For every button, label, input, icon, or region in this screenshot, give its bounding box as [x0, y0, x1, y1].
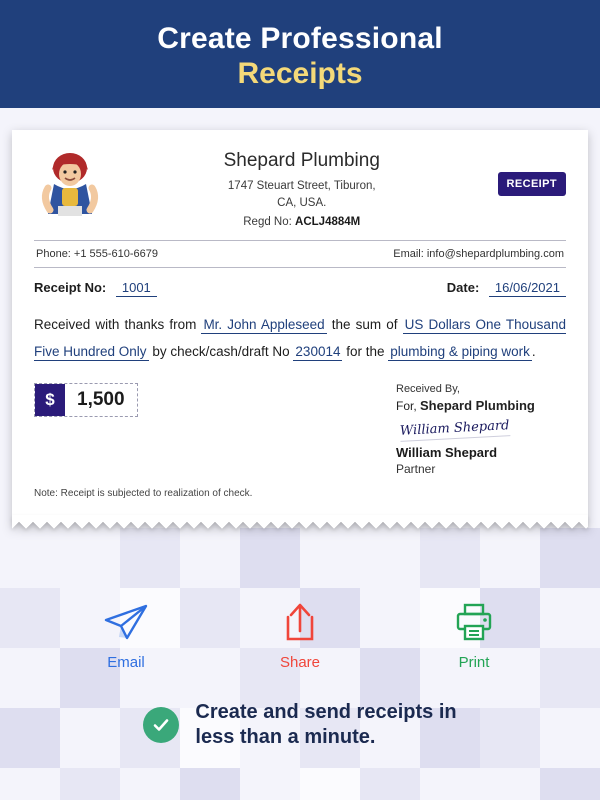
receipt-no [34, 280, 157, 297]
received-by-label: Received By, [396, 383, 460, 396]
date-label: Date: [446, 280, 480, 296]
body-text-1: Received with thanks from [34, 317, 197, 333]
check-number[interactable]: 230014 [295, 344, 341, 360]
action-bar [0, 598, 600, 671]
torn-edge [12, 515, 588, 529]
business-address-line1: 1747 Steuart Street, Tiburon, [227, 180, 376, 192]
company-logo-icon [34, 148, 106, 220]
check-circle-icon [143, 707, 179, 743]
regd-no-value: ACLJ4884M [295, 216, 361, 229]
currency-symbol: $ [35, 384, 65, 416]
signer-name: William Shepard [396, 445, 498, 461]
regd-no-label: Regd No: [243, 216, 292, 229]
receipt-no-label: Receipt No: [34, 280, 107, 296]
for-business-name: Shepard Plumbing [420, 398, 535, 414]
body-text-3: by check/cash/draft No [152, 344, 290, 360]
receipt-note: Note: Receipt is subjected to realization of check. [34, 488, 253, 500]
receipt-header [34, 148, 566, 228]
receipt-card [12, 130, 588, 529]
receipt-meta-row [34, 280, 566, 297]
regd-no [116, 216, 488, 228]
tagline-block [0, 700, 600, 750]
phone-text: Phone: +1 555-610-6679 [36, 248, 159, 261]
amount-in-words[interactable]: US Dollars One Thousand Five Hundred Only [34, 317, 566, 360]
print-action-label: Print [458, 654, 490, 671]
signature-image[interactable]: William Shepard [400, 418, 510, 442]
share-icon [252, 598, 348, 646]
signer-role: Partner [396, 462, 436, 477]
tagline-line2: less than a minute. [195, 726, 376, 748]
for-label: For, [396, 399, 417, 414]
promo-header [0, 0, 600, 108]
promo-header-line2: Receipts [237, 57, 363, 91]
receipt-no-value[interactable]: 1001 [116, 280, 157, 297]
amount-value: 1,500 [77, 389, 125, 411]
email-text: Email: info@shepardplumbing.com [393, 248, 564, 261]
email-action-label: Email [107, 654, 145, 671]
receipt-date [447, 280, 566, 297]
receipt-badge: RECEIPT [498, 172, 566, 196]
payer-name[interactable]: Mr. John Appleseed [203, 317, 325, 333]
body-text-4: for the [346, 344, 385, 360]
business-name: Shepard Plumbing [223, 150, 380, 171]
signature-block [396, 383, 566, 476]
date-value[interactable]: 16/06/2021 [489, 280, 566, 297]
paper-plane-icon [78, 598, 174, 646]
receipt-body [34, 311, 566, 365]
payment-purpose[interactable]: plumbing & piping work [390, 344, 530, 360]
share-action-label: Share [279, 654, 321, 671]
printer-icon [426, 598, 522, 646]
tagline-text [195, 700, 456, 750]
body-text-2: the sum of [331, 317, 398, 333]
business-info [116, 148, 488, 228]
share-action-button[interactable] [252, 598, 348, 671]
for-line [396, 398, 566, 413]
print-action-button[interactable] [426, 598, 522, 671]
email-action-button[interactable] [78, 598, 174, 671]
promo-header-line1: Create Professional [157, 21, 443, 55]
amount-and-signature [34, 383, 566, 476]
body-text-5: . [531, 344, 536, 360]
contact-row [34, 241, 566, 268]
business-address-line2: CA, USA. [277, 196, 327, 209]
tagline-line1: Create and send receipts in [195, 701, 457, 723]
amount-box[interactable] [34, 383, 138, 417]
